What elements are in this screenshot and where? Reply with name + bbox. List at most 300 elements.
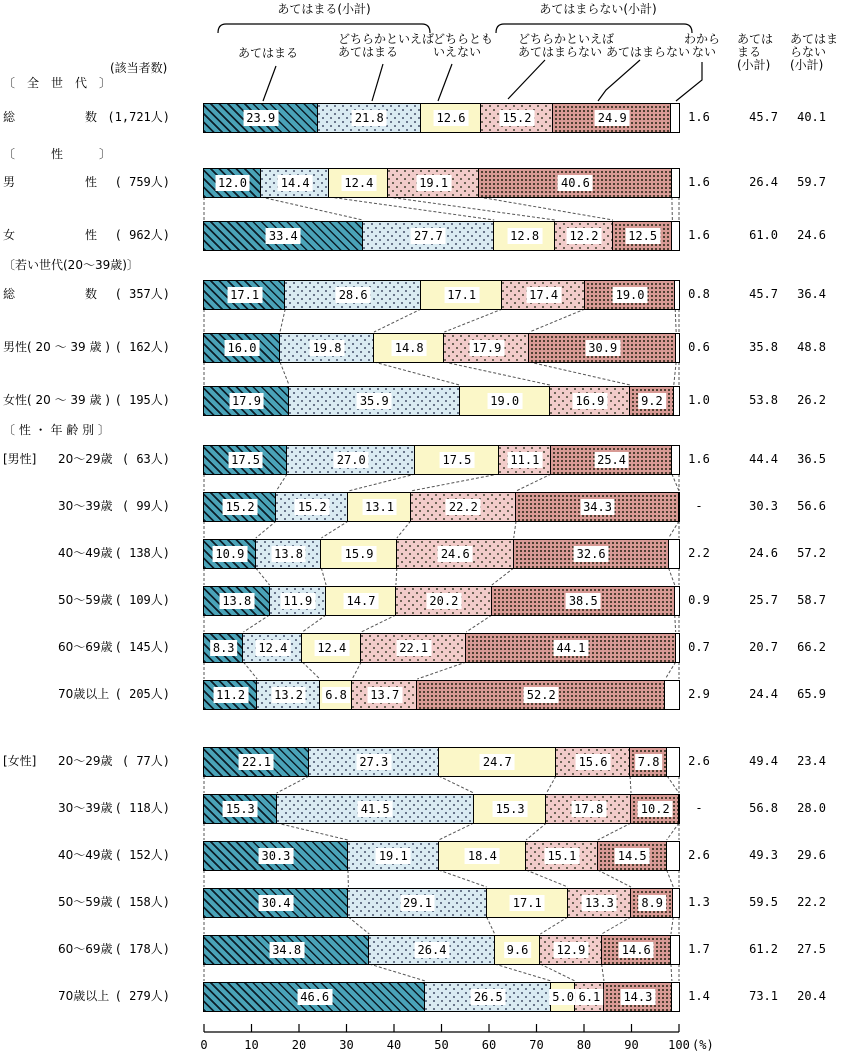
bar-row [203,445,680,475]
segment-value: 16.0 [225,340,260,356]
chart-line [261,197,363,220]
segment-value: 15.1 [544,848,579,864]
subtotal-no-value: 59.7 [797,175,826,189]
row-label-char: 女 [3,228,16,242]
chart-line [602,917,631,934]
bar-row [203,586,680,616]
segment-value: 27.7 [411,228,446,244]
bar-row [203,539,680,569]
segment-value: 10.9 [212,546,247,562]
segment-value: 8.9 [638,895,666,911]
chart-line [514,521,516,538]
row-count: ( 178人) [114,942,170,956]
row-count: ( 962人) [114,228,170,242]
row-count: ( 205人) [114,687,170,701]
dk-value: 2.6 [688,848,710,862]
dk-value: 0.8 [688,287,710,301]
segment-value: 19.1 [376,848,411,864]
row-count: ( 63人) [121,452,170,466]
subtotal-no-value: 56.6 [797,499,826,513]
row-label: 女性( 20 〜 39 歳 ) [3,393,110,407]
segment-value: 11.2 [213,687,248,703]
row-count: ( 158人) [114,895,170,909]
chart-line [348,474,415,491]
bar-row [203,492,680,522]
row-count: ( 118人) [114,801,170,815]
segment-value: 8.3 [210,640,238,656]
subtotal-yes-value: 45.7 [749,287,778,301]
row-count: ( 145人) [114,640,170,654]
chart-line [243,662,257,679]
segment-value: 17.1 [227,287,262,303]
dk-value: - [695,801,703,815]
segment-value: 19.1 [416,175,451,191]
summary-no-header-line: (小計) [790,58,824,72]
chart-line [672,474,679,491]
subtotal-yes-value: 59.5 [749,895,778,909]
row-label: 40〜49歳 [58,546,113,560]
chart-line [361,615,396,632]
segment-value: 34.3 [580,499,615,515]
column-header [606,46,690,59]
chart-line [397,521,411,538]
row-label [3,110,97,124]
subtotal-no-value: 20.4 [797,989,826,1003]
axis-tick-label: 0 [200,1038,208,1052]
dk-value: 1.6 [688,452,710,466]
segment-value: 9.2 [638,393,666,409]
row-count: ( 109人) [114,593,170,607]
row-count: (1,721人) [107,110,170,124]
subtotal-yes-value: 24.4 [749,687,778,701]
segment-value: 13.1 [362,499,397,515]
column-header-line: わから [684,32,721,46]
chart-line [277,776,309,793]
bar-row [203,935,680,965]
chart-line [302,662,320,679]
segment-value: 10.2 [638,801,673,817]
bar-row [203,103,680,133]
axis-tick-label: 10 [244,1038,259,1052]
subtotal-no-value: 58.7 [797,593,826,607]
axis-tick-label: 80 [576,1038,592,1052]
chart-line [439,870,487,887]
segment-value: 7.8 [635,754,663,770]
column-leader-line [598,60,640,101]
subtotal-no-value: 36.5 [797,452,826,466]
bar-segment-dk [671,936,679,964]
row-group-prefix: [男性] [3,452,37,466]
chart-line [630,776,631,793]
dk-value: 1.4 [688,989,710,1003]
column-leader-line [438,64,452,101]
segment-value: 24.6 [438,546,473,562]
segment-value: 52.2 [524,687,559,703]
dk-value: 0.9 [688,593,710,607]
segment-value: 15.3 [493,801,528,817]
chart-line [671,964,672,981]
chart-line [665,662,675,679]
column-header-line: あてはまらない [606,45,691,59]
summary-no-header-line: らない [790,45,827,59]
row-label: 20〜29歳 [58,452,113,466]
bar-segment-dk [671,104,679,132]
chart-line [280,362,289,385]
dk-value: 2.9 [688,687,710,701]
chart-line [444,309,502,332]
chart-line [479,197,613,220]
chart-line [329,197,494,220]
bar-row [203,633,680,663]
section-header: 〔 性 〕 [3,147,112,161]
chart-line [669,568,675,585]
axis-tick-label: 50 [434,1038,449,1052]
segment-value: 12.6 [434,110,469,126]
segment-value: 22.2 [446,499,481,515]
subtotal-no-value: 36.4 [797,287,826,301]
segment-value: 20.2 [426,593,461,609]
dk-value: 1.7 [688,942,710,956]
segment-value: 12.8 [507,228,542,244]
column-header [338,33,434,59]
segment-value: 12.4 [314,640,349,656]
column-header-line: どちらとも [433,32,494,46]
segment-value: 5.0 [549,989,577,1005]
chart-line [529,362,630,385]
segment-value: 18.4 [465,848,500,864]
chart-line [276,474,287,491]
bar-row [203,841,680,871]
chart-line [302,615,326,632]
segment-value: 27.3 [356,754,391,770]
bar-segment-dk [675,281,679,309]
segment-value: 38.5 [566,593,601,609]
column-leader-line [508,60,545,99]
segment-value: 17.1 [444,287,479,303]
dk-value: 1.6 [688,228,710,242]
chart-line [540,964,575,981]
chart-line [374,309,421,332]
row-count: ( 152人) [114,848,170,862]
row-count: ( 138人) [114,546,170,560]
subtotal-yes-value: 45.7 [749,110,778,124]
subtotal-no-value: 22.2 [797,895,826,909]
bar-row [203,168,680,198]
chart-line [321,568,326,585]
chart-line [256,568,270,585]
chart-line [546,776,556,793]
segment-value: 24.9 [595,110,630,126]
chart-line [439,823,474,840]
segment-value: 44.1 [553,640,588,656]
subtotal-no-value: 29.6 [797,848,826,862]
row-count: ( 195人) [114,393,170,407]
summary-yes-header [737,33,773,72]
column-header-line: どちらかといえば [518,32,615,46]
segment-value: 15.2 [295,499,330,515]
bar-row [203,386,680,416]
bar-row [203,221,680,251]
bar-segment-dk [665,681,679,709]
chart-line [540,917,568,934]
subtotal-no-bracket-label: あてはまらない(小計) [539,2,657,16]
segment-value: 6.8 [322,687,350,703]
chart-line [444,362,549,385]
subtotal-no-value: 66.2 [797,640,826,654]
chart-line [243,615,269,632]
axis-tick-label: 40 [386,1038,402,1052]
dk-value: - [695,499,703,513]
chart-line [495,964,552,981]
subtotal-no-value: 24.6 [797,228,826,242]
row-label [3,287,97,301]
segment-value: 13.8 [219,593,254,609]
segment-value: 46.6 [297,989,332,1005]
column-leader-line [263,66,276,101]
subtotal-no-value: 23.4 [797,754,826,768]
segment-value: 12.0 [215,175,250,191]
chart-line [598,870,631,887]
row-label: 50〜59歳 [58,895,113,909]
bar-segment-dk [667,748,679,776]
section-header: 〔若い世代(20〜39歳)〕 [3,258,139,272]
column-header-line: あてはまる [238,46,299,60]
subtotal-yes-value: 20.7 [749,640,778,654]
subtotal-yes-value: 30.3 [749,499,778,513]
segment-value: 12.5 [625,228,660,244]
summary-no-header-line: あてはま [790,32,839,46]
segment-value: 25.4 [594,452,629,468]
row-label-char: 性 [84,175,97,189]
bar-segment-dk [676,334,679,362]
segment-value: 14.8 [392,340,427,356]
subtotal-yes-value: 53.8 [749,393,778,407]
column-header-line: あてはまらない [518,45,603,59]
bar-segment-dk [672,169,679,197]
subtotal-no-value: 57.2 [797,546,826,560]
bar-segment-dk [673,889,679,917]
bar-segment-dk [672,446,679,474]
row-label-char: 総 [3,287,16,301]
segment-value: 19.0 [487,393,522,409]
subtotal-no-value: 48.8 [797,340,826,354]
chart-line [321,521,348,538]
chart-line [374,362,460,385]
respondents-header: (該当者数) [110,61,168,75]
segment-value: 12.2 [567,228,602,244]
segment-value: 23.9 [243,110,278,126]
bar-segment-dk [675,587,679,615]
segment-value: 14.3 [620,989,655,1005]
segment-value: 32.6 [574,546,609,562]
subtotal-yes-value: 49.3 [749,848,778,862]
chart-line [675,615,676,632]
dk-value: 1.3 [688,895,710,909]
bar-segment-dk [674,387,679,415]
subtotal-no-value: 65.9 [797,687,826,701]
segment-value: 15.3 [223,801,258,817]
row-count: ( 99人) [121,499,170,513]
column-header-line: あてはまる [338,45,399,59]
segment-value: 17.9 [469,340,504,356]
row-count: ( 162人) [114,340,170,354]
chart-line [388,197,555,220]
chart-line [526,870,568,887]
segment-value: 12.9 [553,942,588,958]
column-header [518,33,614,59]
dk-value: 1.0 [688,393,710,407]
segment-value: 17.4 [526,287,561,303]
axis-tick-label: 90 [624,1038,639,1052]
segment-value: 9.6 [504,942,532,958]
chart-line [411,474,499,491]
segment-value: 11.9 [280,593,315,609]
chart-line [526,823,546,840]
segment-value: 17.5 [439,452,474,468]
row-group-prefix: [女性] [3,754,37,768]
subtotal-yes-value: 24.6 [749,546,778,560]
segment-value: 13.3 [582,895,617,911]
segment-value: 6.1 [576,989,604,1005]
subtotal-no-value: 40.1 [797,110,826,124]
segment-value: 28.6 [336,287,371,303]
segment-value: 14.5 [615,848,650,864]
axis-tick-label: 60 [481,1038,497,1052]
subtotal-yes-value: 25.7 [749,593,778,607]
dk-value: 0.6 [688,340,710,354]
segment-value: 17.8 [571,801,606,817]
segment-value: 13.8 [271,546,306,562]
segment-value: 17.9 [229,393,264,409]
chart-line [280,309,285,332]
segment-value: 34.8 [269,942,304,958]
section-header: 〔 全 世 代 〕 [3,76,112,90]
segment-value: 22.1 [239,754,274,770]
bar-segment-dk [676,634,679,662]
chart-line [671,917,673,934]
axis-tick-label: 20 [291,1038,307,1052]
subtotal-no-value: 26.2 [797,393,826,407]
row-count: ( 77人) [121,754,170,768]
column-header-line: どちらかといえば [338,32,435,46]
summary-no-header [790,33,838,72]
segment-value: 15.6 [576,754,611,770]
row-label: 70歳以上 [58,687,110,701]
chart-line [348,917,369,934]
row-label-char: 数 [84,287,97,301]
segment-value: 29.1 [400,895,435,911]
dk-value: 1.6 [688,110,710,124]
dk-value: 0.7 [688,640,710,654]
column-header-line: ない [692,45,717,59]
row-label-char: 数 [84,110,97,124]
subtotal-yes-value: 35.8 [749,340,778,354]
row-label: 60〜69歳 [58,942,113,956]
segment-value: 41.5 [358,801,393,817]
summary-yes-header-line: あては [737,32,774,46]
chart-line [439,776,474,793]
segment-value: 11.1 [507,452,542,468]
axis-tick-label: 100 [668,1038,690,1052]
row-count: ( 759人) [114,175,170,189]
segment-value: 22.1 [396,640,431,656]
segment-value: 15.2 [500,110,535,126]
bar-row [203,333,680,363]
subtotal-yes-value: 61.0 [749,228,778,242]
chart-line [352,662,361,679]
chart-line [516,474,551,491]
row-count: ( 279人) [114,989,170,1003]
subtotal-yes-value: 61.2 [749,942,778,956]
summary-yes-header-line: まる [737,45,762,59]
column-header [238,47,298,60]
bar-segment-dk [669,540,679,568]
axis-tick-label: 30 [339,1038,354,1052]
segment-value: 15.9 [342,546,377,562]
dk-value: 2.6 [688,754,710,768]
row-label: 70歳以上 [58,989,110,1003]
subtotal-yes-bracket-label: あてはまる(小計) [277,2,371,16]
column-header-line: いえない [433,45,482,59]
chart-line [417,662,466,679]
bar-row [203,280,680,310]
segment-value: 15.2 [223,499,258,515]
segment-value: 13.7 [367,687,402,703]
chart-line [492,568,514,585]
row-label-char: 性 [84,228,97,242]
segment-value: 14.6 [619,942,654,958]
segment-value: 33.4 [266,228,301,244]
segment-value: 14.7 [344,593,379,609]
chart-line [487,917,495,934]
bar-row [203,747,680,777]
chart-line [669,521,679,538]
chart-line [466,615,492,632]
segment-value: 13.2 [271,687,306,703]
chart-line [602,964,604,981]
segment-value: 17.1 [510,895,545,911]
dk-value: 1.6 [688,175,710,189]
column-header [433,33,493,59]
bar-row [203,680,680,710]
chart-line [369,964,425,981]
axis-unit-label: (%) [692,1038,714,1052]
chart-line [667,776,679,793]
subtotal-yes-value: 44.4 [749,452,778,466]
row-label: 40〜49歳 [58,848,113,862]
segment-value: 30.9 [585,340,620,356]
summary-yes-header-line: (小計) [737,58,771,72]
subtotal-yes-value: 49.4 [749,754,778,768]
segment-value: 40.6 [558,175,593,191]
column-header [684,33,720,59]
segment-value: 24.7 [480,754,515,770]
axis-tick-label: 70 [529,1038,544,1052]
segment-value: 35.9 [357,393,392,409]
bar-row [203,888,680,918]
row-label: 20〜29歳 [58,754,113,768]
chart-line [598,823,631,840]
segment-value: 30.3 [259,848,294,864]
chart-line [675,309,676,332]
bar-segment-dk [667,842,679,870]
row-label: 50〜59歳 [58,593,113,607]
segment-value: 12.4 [341,175,376,191]
row-label-char: 総 [3,110,16,124]
segment-value: 21.8 [352,110,387,126]
row-label: 60〜69歳 [58,640,113,654]
bar-row [203,794,680,824]
